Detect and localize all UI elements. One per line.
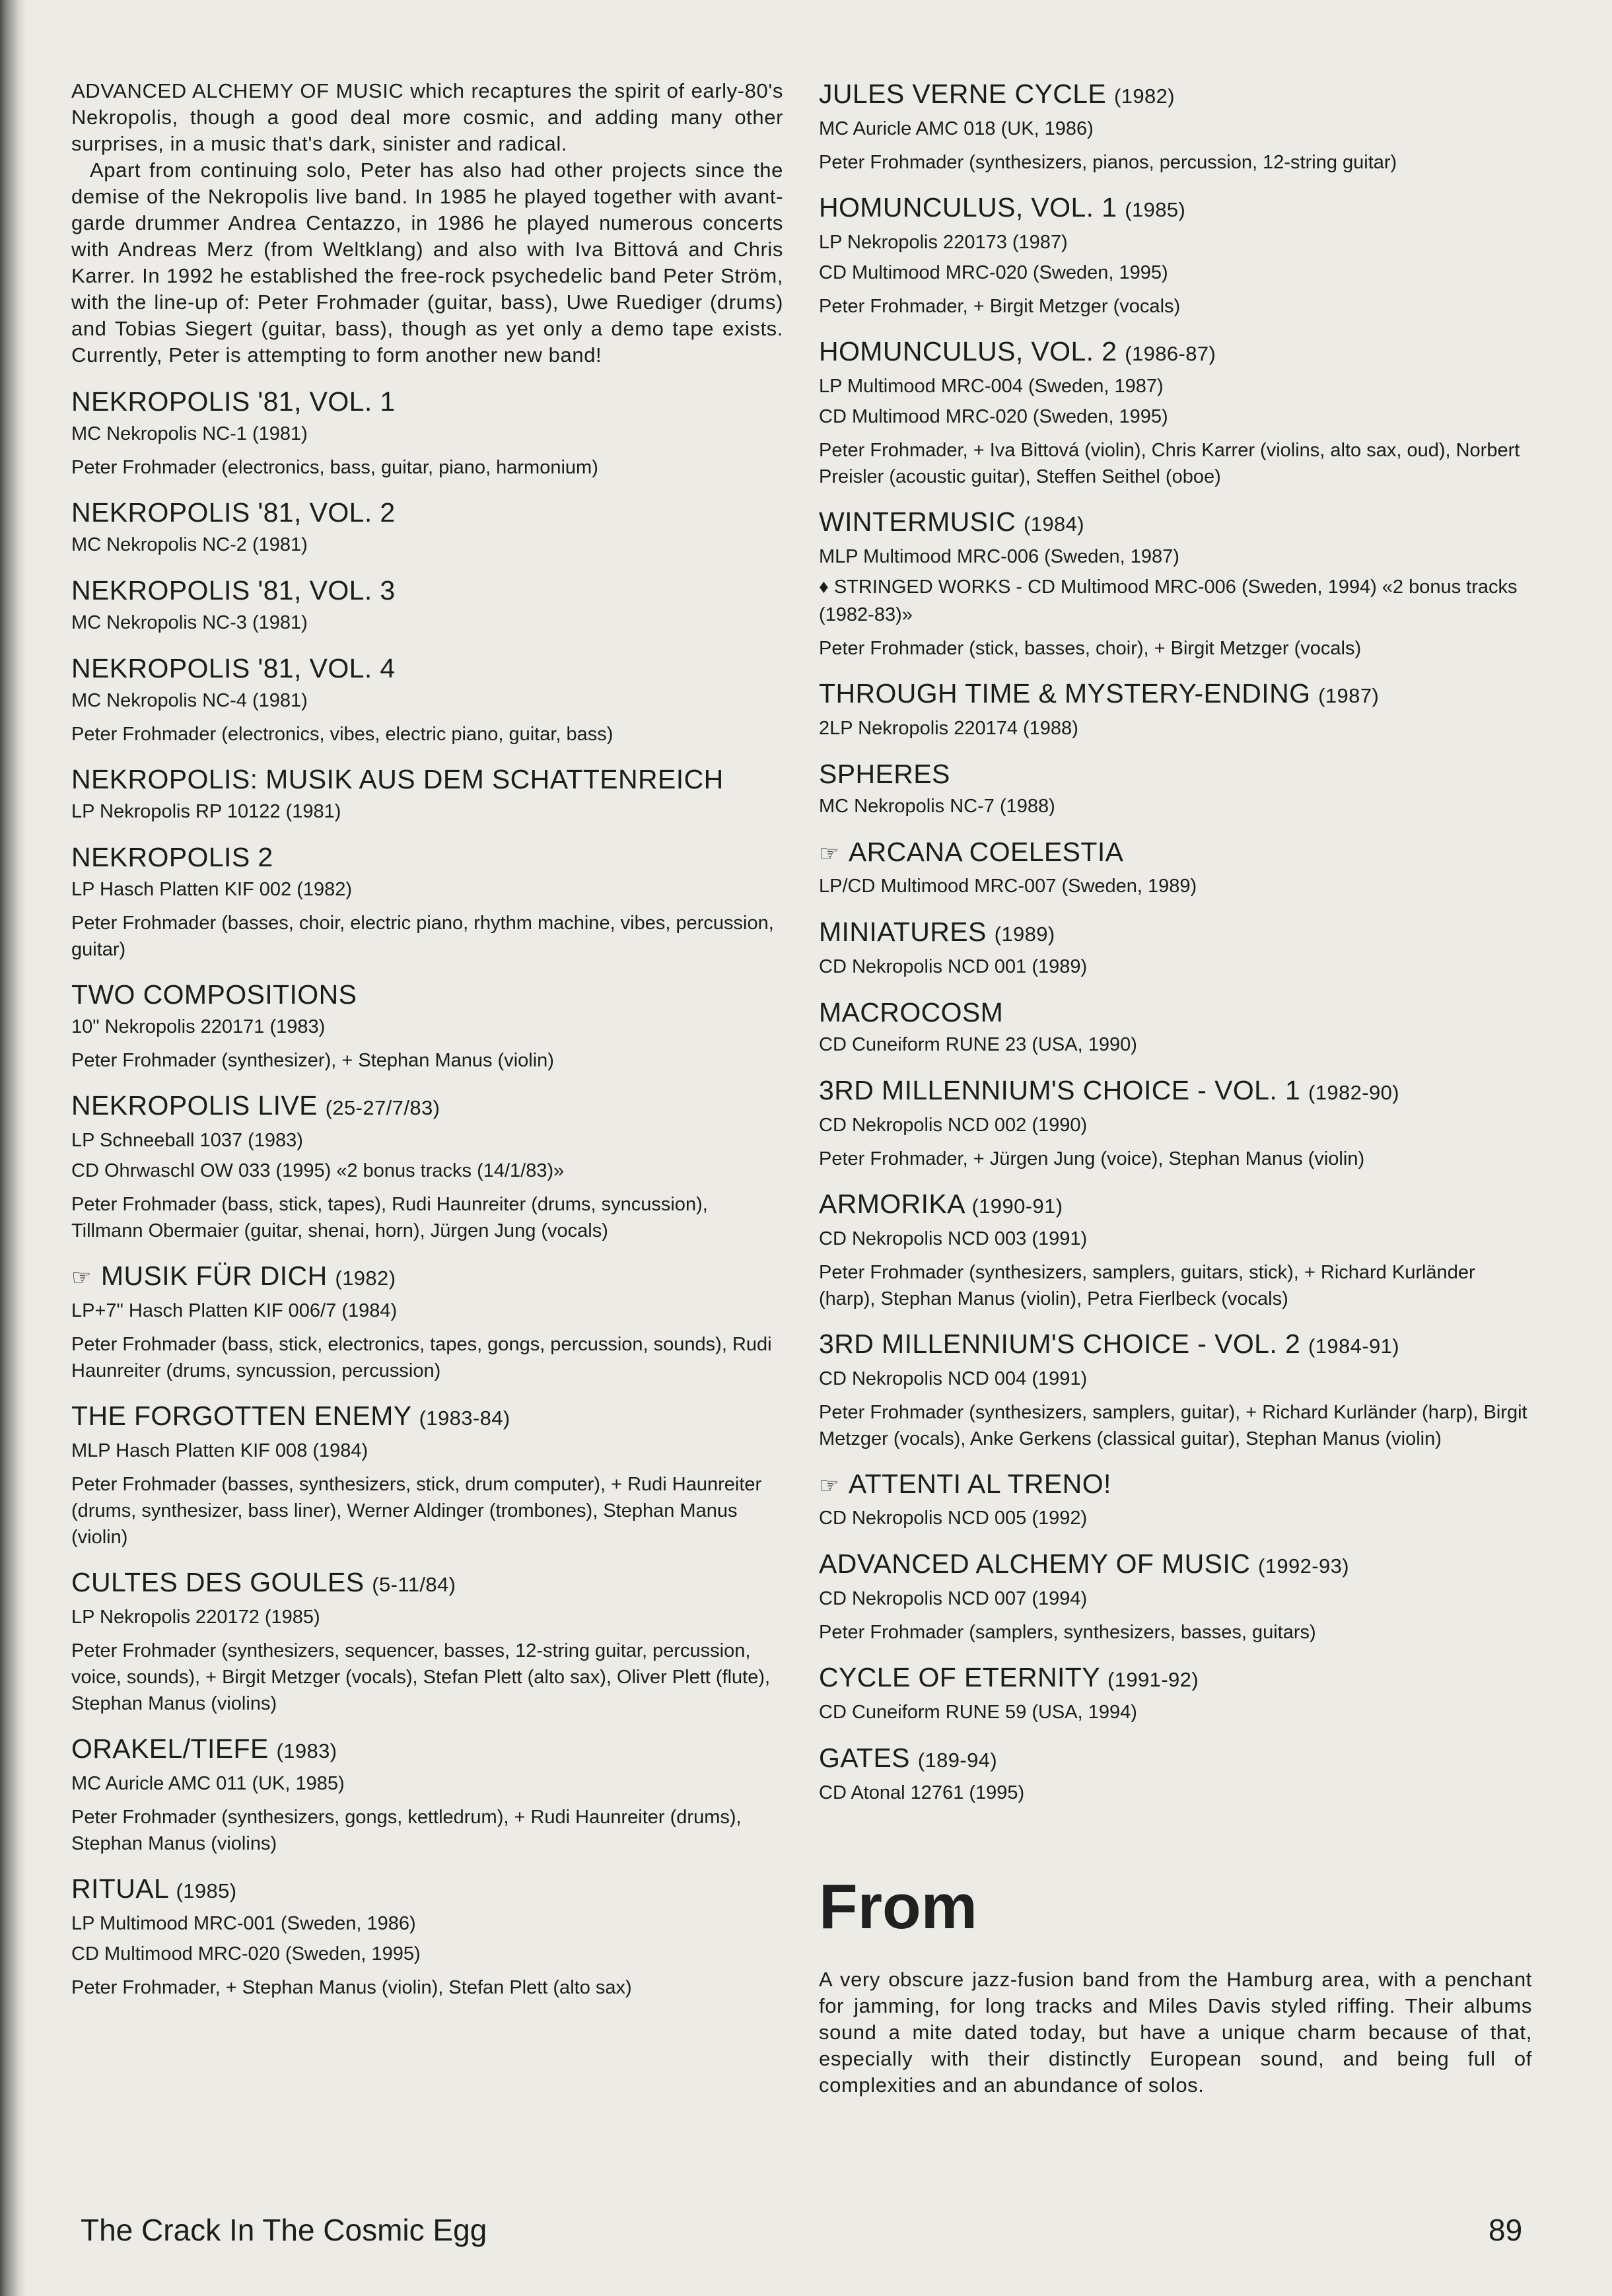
album-years: (1986-87)	[1125, 342, 1216, 365]
album-title: THE FORGOTTEN ENEMY	[71, 1401, 411, 1431]
album-entry	[819, 1328, 1532, 1452]
album-title: RITUAL	[71, 1873, 168, 1904]
album-entry	[71, 763, 783, 825]
album-heading	[71, 386, 783, 417]
album-credits: Peter Frohmader (synthesizers, gongs, kettledrum), + Rudi Haunreiter (drums), Stephan Manus (violins)	[71, 1807, 742, 1854]
album-title: WINTERMUSIC	[819, 506, 1016, 537]
page-number: 89	[1489, 2213, 1523, 2247]
album-title: MACROCOSM	[819, 997, 1004, 1027]
release-line: CD Multimood MRC-020 (Sweden, 1995)	[819, 406, 1168, 427]
album-heading	[819, 1468, 1532, 1502]
release-line: CD Atonal 12761 (1995)	[819, 1782, 1025, 1803]
album-credits: Peter Frohmader (electronics, bass, guitar, piano, harmonium)	[71, 457, 598, 478]
book-title-footer: The Crack In The Cosmic Egg	[81, 2213, 487, 2247]
album-title: JULES VERNE CYCLE	[819, 79, 1107, 109]
album-entry	[819, 836, 1532, 900]
album-credits: Peter Frohmader (basses, choir, electric piano, rhythm machine, vibes, percussion, guitar)	[71, 913, 774, 960]
release-line: MLP Hasch Platten KIF 008 (1984)	[71, 1440, 368, 1461]
album-title: GATES	[819, 1743, 910, 1773]
album-heading	[71, 1733, 783, 1767]
album-years: (1982)	[1113, 85, 1175, 108]
book-spine-shadow	[0, 0, 26, 2296]
album-heading	[819, 191, 1532, 226]
album-credits: Peter Frohmader, + Iva Bittová (violin), Chris Karrer (violins, alto sax, oud), Norbert Preisler (acoustic guitar), Steffen Seithel (oboe)	[819, 440, 1520, 487]
album-credits: Peter Frohmader, + Stephan Manus (violin), Stefan Plett (alto sax)	[71, 1977, 632, 1998]
album-entry	[819, 1661, 1532, 1726]
pointing-hand-icon: ☞	[819, 841, 839, 866]
album-heading	[71, 979, 783, 1010]
release-line: LP Multimood MRC-001 (Sweden, 1986)	[71, 1913, 416, 1934]
album-title: ORAKEL/TIEFE	[71, 1733, 269, 1764]
artist-intro	[71, 78, 783, 368]
album-credits: Peter Frohmader (synthesizers, sequencer, basses, 12-string guitar, percussion, voice, sounds), + Birgit Metzger (vocals), Stefan Plett (alto sax), Oliver Plett (flute), Stephan Manus (violins)	[71, 1640, 771, 1714]
right-column	[819, 78, 1532, 2099]
release-line: CD Multimood MRC-020 (Sweden, 1995)	[71, 1943, 421, 1965]
album-credits: Peter Frohmader (synthesizers, samplers, guitar), + Richard Kurländer (harp), Birgit Metzger (vocals), Anke Gerkens (classical guitar), Stephan Manus (violin)	[819, 1402, 1527, 1449]
album-entry	[71, 386, 783, 481]
album-title: HOMUNCULUS, VOL. 1	[819, 192, 1117, 223]
left-column	[71, 78, 783, 2001]
album-title: CULTES DES GOULES	[71, 1567, 365, 1597]
album-credits: Peter Frohmader (basses, synthesizers, stick, drum computer), + Rudi Haunreiter (drums, synthesizer, bass liner), Werner Aldinger (trombones), Stephan Manus (violin)	[71, 1474, 762, 1548]
album-title: NEKROPOLIS '81, VOL. 2	[71, 497, 396, 528]
album-heading	[819, 1328, 1532, 1362]
album-heading	[71, 1260, 783, 1294]
album-heading	[71, 841, 783, 873]
album-heading	[819, 836, 1532, 870]
album-entry	[71, 497, 783, 559]
album-entry	[71, 1873, 783, 2001]
release-line: MC Nekropolis NC-1 (1981)	[71, 423, 308, 444]
release-line: LP Nekropolis 220173 (1987)	[819, 232, 1068, 253]
band-heading: From	[819, 1871, 977, 1942]
release-line: CD Multimood MRC-020 (Sweden, 1995)	[819, 262, 1168, 283]
album-credits: Peter Frohmader (synthesizers, pianos, percussion, 12-string guitar)	[819, 152, 1397, 173]
album-years: (1990-91)	[971, 1195, 1063, 1218]
album-entry	[71, 841, 783, 963]
album-heading	[819, 1548, 1532, 1582]
album-heading	[819, 678, 1532, 712]
release-line: 10" Nekropolis 220171 (1983)	[71, 1016, 326, 1037]
album-heading	[71, 1873, 783, 1907]
album-heading	[819, 1661, 1532, 1696]
album-title: MINIATURES	[819, 917, 987, 947]
release-line: MC Nekropolis NC-2 (1981)	[71, 534, 308, 555]
album-heading	[71, 1400, 783, 1434]
release-line: CD Nekropolis NCD 001 (1989)	[819, 956, 1088, 977]
album-years: (189-94)	[917, 1749, 998, 1772]
album-credits: Peter Frohmader (bass, stick, electronics, tapes, gongs, percussion, sounds), Rudi Haunreiter (drums, syncussion, percussion)	[71, 1334, 772, 1381]
album-heading	[71, 1566, 783, 1601]
album-credits: Peter Frohmader (synthesizers, samplers, guitars, stick), + Richard Kurländer (harp), Stephan Manus (violin), Petra Fierlbeck (vocals)	[819, 1262, 1475, 1309]
album-entry	[71, 574, 783, 637]
album-years: (1985)	[1125, 198, 1186, 221]
album-entry	[71, 652, 783, 748]
release-line: MC Nekropolis NC-7 (1988)	[819, 796, 1055, 817]
album-title: ADVANCED ALCHEMY OF MUSIC	[819, 1548, 1251, 1579]
album-years: (1985)	[176, 1879, 237, 1902]
album-credits: Peter Frohmader (samplers, synthesizers, basses, guitars)	[819, 1622, 1316, 1643]
album-entry	[819, 1188, 1532, 1312]
pointing-hand-icon: ☞	[71, 1265, 92, 1290]
release-line: ♦ STRINGED WORKS - CD Multimood MRC-006 (Sweden, 1994) «2 bonus tracks (1982-83)»	[819, 576, 1518, 625]
release-line: CD Cuneiform RUNE 23 (USA, 1990)	[819, 1034, 1137, 1055]
album-entry	[819, 1074, 1532, 1172]
album-years: (1984)	[1024, 512, 1085, 536]
album-entry	[819, 1742, 1532, 1807]
album-entry	[71, 1260, 783, 1384]
album-title: MUSIK FÜR DICH	[100, 1261, 328, 1291]
discography-list-right	[819, 78, 1532, 1807]
album-title: THROUGH TIME & MYSTERY-ENDING	[819, 678, 1311, 709]
album-heading	[819, 506, 1532, 540]
album-title: NEKROPOLIS LIVE	[71, 1090, 318, 1121]
album-credits: Peter Frohmader (bass, stick, tapes), Rudi Haunreiter (drums, syncussion), Tillmann Obermaier (guitar, shenai, horn), Jürgen Jung (vocals)	[71, 1194, 708, 1241]
album-entry	[819, 506, 1532, 662]
album-title: NEKROPOLIS '81, VOL. 1	[71, 386, 396, 417]
album-entry	[819, 916, 1532, 981]
pointing-hand-icon: ☞	[819, 1473, 839, 1498]
intro-paragraph: Apart from continuing solo, Peter has also had other projects since the demise of the Nekropolis live band. In 1985 he played together with avant-garde drummer Andrea Centazzo, in 1986 he played numerous concerts with Andreas Merz (from Weltklang) and also with Iva Bittová and Chris Karrer. In 1992 he established the free-rock psychedelic band Peter Ström, with the line-up of: Peter Frohmader (guitar, bass), Uwe Ruediger (drums) and Tobias Siegert (guitar, bass), though as yet only a demo tape exists. Currently, Peter is attempting to form another new band!	[71, 158, 783, 366]
album-title: SPHERES	[819, 759, 950, 789]
release-line: LP/CD Multimood MRC-007 (Sweden, 1989)	[819, 876, 1197, 897]
album-years: (1991-92)	[1107, 1668, 1199, 1691]
album-title: 3RD MILLENNIUM'S CHOICE - VOL. 1	[819, 1075, 1301, 1105]
band-section	[819, 1870, 1532, 2099]
album-entry	[71, 979, 783, 1074]
album-heading	[71, 574, 783, 606]
release-line: LP+7" Hasch Platten KIF 006/7 (1984)	[71, 1300, 398, 1321]
release-line: CD Ohrwaschl OW 033 (1995) «2 bonus tracks (14/1/83)»	[71, 1160, 565, 1181]
album-heading	[819, 1188, 1532, 1222]
album-credits: Peter Frohmader (synthesizer), + Stephan Manus (violin)	[71, 1050, 554, 1071]
album-entry	[71, 1733, 783, 1857]
album-title: ARCANA COELESTIA	[848, 837, 1124, 867]
album-title: NEKROPOLIS '81, VOL. 4	[71, 653, 396, 683]
album-heading	[819, 996, 1532, 1028]
album-years: (5-11/84)	[372, 1573, 456, 1596]
release-line: LP Nekropolis 220172 (1985)	[71, 1607, 320, 1628]
album-title: NEKROPOLIS 2	[71, 842, 273, 872]
album-heading	[819, 758, 1532, 790]
album-entry	[819, 78, 1532, 176]
release-line: MC Nekropolis NC-3 (1981)	[71, 612, 308, 633]
album-heading	[819, 335, 1532, 370]
album-heading	[819, 916, 1532, 950]
album-years: (1982)	[335, 1267, 396, 1290]
album-entry	[819, 1468, 1532, 1532]
release-line: MC Auricle AMC 018 (UK, 1986)	[819, 118, 1094, 139]
release-line: 2LP Nekropolis 220174 (1988)	[819, 718, 1078, 739]
album-years: (25-27/7/83)	[325, 1096, 440, 1119]
band-intro: A very obscure jazz-fusion band from the Hamburg area, with a penchant for jamming, for long tracks and Miles Davis styled riffing. Their albums sound a mite dated today, but have a unique charm because of that, especially with their distinctly European sound, and being full of complexities and an abundance of solos.	[819, 1968, 1532, 2097]
album-years: (1992-93)	[1258, 1554, 1350, 1578]
album-years: (1989)	[994, 922, 1055, 946]
release-line: CD Nekropolis NCD 004 (1991)	[819, 1368, 1088, 1389]
album-entry	[71, 1566, 783, 1717]
album-heading	[819, 1074, 1532, 1109]
album-title: HOMUNCULUS, VOL. 2	[819, 336, 1117, 366]
album-years: (1982-90)	[1308, 1081, 1399, 1104]
discography-list-left	[71, 386, 783, 2001]
release-line: CD Nekropolis NCD 007 (1994)	[819, 1588, 1088, 1609]
album-title: 3RD MILLENNIUM'S CHOICE - VOL. 2	[819, 1329, 1301, 1359]
album-years: (1987)	[1318, 684, 1380, 707]
album-entry	[819, 335, 1532, 490]
album-credits: Peter Frohmader, + Birgit Metzger (vocals)	[819, 296, 1181, 317]
album-heading	[819, 1742, 1532, 1776]
album-title: ATTENTI AL TRENO!	[848, 1469, 1111, 1499]
release-line: LP Nekropolis RP 10122 (1981)	[71, 801, 341, 822]
album-entry	[819, 191, 1532, 320]
album-title: ARMORIKA	[819, 1189, 964, 1219]
release-line: MLP Multimood MRC-006 (Sweden, 1987)	[819, 546, 1179, 567]
album-credits: Peter Frohmader, + Jürgen Jung (voice), Stephan Manus (violin)	[819, 1148, 1365, 1169]
album-title: TWO COMPOSITIONS	[71, 979, 357, 1010]
album-years: (1983)	[276, 1739, 337, 1762]
album-entry	[819, 996, 1532, 1059]
release-line: MC Nekropolis NC-4 (1981)	[71, 690, 308, 711]
album-entry	[71, 1400, 783, 1550]
album-entry	[71, 1090, 783, 1244]
release-line: CD Nekropolis NCD 005 (1992)	[819, 1508, 1088, 1529]
release-line: LP Schneeball 1037 (1983)	[71, 1130, 303, 1151]
release-line: MC Auricle AMC 011 (UK, 1985)	[71, 1773, 345, 1794]
album-heading	[71, 763, 783, 795]
album-title: NEKROPOLIS '81, VOL. 3	[71, 575, 396, 606]
album-entry	[819, 758, 1532, 820]
album-years: (1984-91)	[1308, 1335, 1399, 1358]
album-entry	[819, 678, 1532, 742]
album-entry	[819, 1548, 1532, 1646]
album-heading	[71, 497, 783, 528]
album-heading	[819, 78, 1532, 112]
release-line: CD Cuneiform RUNE 59 (USA, 1994)	[819, 1702, 1137, 1723]
release-line: CD Nekropolis NCD 002 (1990)	[819, 1115, 1088, 1136]
release-line: LP Multimood MRC-004 (Sweden, 1987)	[819, 376, 1164, 397]
intro-paragraph: ADVANCED ALCHEMY OF MUSIC which recaptures the spirit of early-80's Nekropolis, though a good deal more cosmic, and adding many other surprises, in a music that's dark, sinister and radical.	[71, 79, 783, 155]
album-heading	[71, 652, 783, 684]
album-credits: Peter Frohmader (electronics, vibes, electric piano, guitar, bass)	[71, 724, 613, 745]
album-years: (1983-84)	[419, 1407, 510, 1430]
album-title: NEKROPOLIS: MUSIK AUS DEM SCHATTENREICH	[71, 764, 724, 794]
album-title: CYCLE OF ETERNITY	[819, 1662, 1100, 1692]
release-line: LP Hasch Platten KIF 002 (1982)	[71, 879, 353, 900]
album-heading	[71, 1090, 783, 1124]
album-credits: Peter Frohmader (stick, basses, choir), + Birgit Metzger (vocals)	[819, 638, 1362, 659]
release-line: CD Nekropolis NCD 003 (1991)	[819, 1228, 1088, 1249]
